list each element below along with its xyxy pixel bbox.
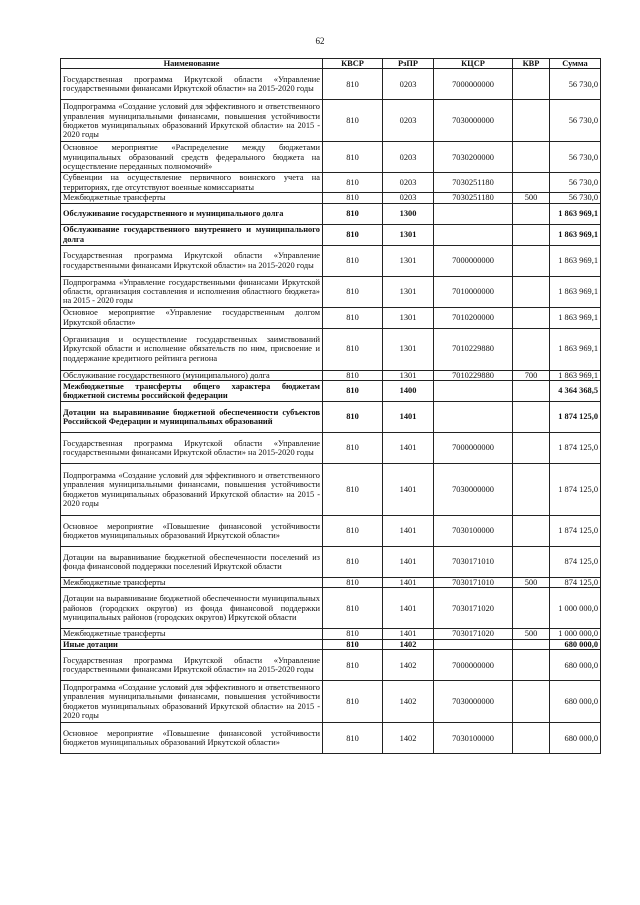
cell-kvsr: 810	[323, 69, 383, 100]
cell-sum: 56 730,0	[550, 69, 601, 100]
cell-sum: 56 730,0	[550, 100, 601, 142]
cell-kvr	[513, 516, 550, 547]
table-row	[61, 588, 601, 629]
cell-rzpr: 1401	[383, 578, 434, 588]
cell-kcsr	[434, 381, 513, 402]
table-row	[61, 370, 601, 380]
table-row	[61, 629, 601, 639]
cell-kcsr: 7030100000	[434, 516, 513, 547]
cell-kvsr: 810	[323, 629, 383, 639]
cell-kvsr: 810	[323, 203, 383, 224]
cell-name: Обслуживание государственного и муниципального долга	[61, 203, 323, 224]
cell-kcsr: 7000000000	[434, 650, 513, 681]
cell-sum: 680 000,0	[550, 681, 601, 723]
table-row	[61, 578, 601, 588]
cell-kcsr: 7000000000	[434, 433, 513, 464]
table-row	[61, 142, 601, 173]
cell-kvsr: 810	[323, 464, 383, 516]
cell-rzpr: 1301	[383, 328, 434, 370]
cell-rzpr: 1301	[383, 245, 434, 276]
cell-kcsr	[434, 224, 513, 245]
cell-kcsr: 7030251180	[434, 193, 513, 203]
cell-sum: 1 863 969,1	[550, 328, 601, 370]
header-kvsr: КВСР	[323, 59, 383, 69]
cell-rzpr: 1402	[383, 639, 434, 649]
cell-kcsr: 7010000000	[434, 276, 513, 307]
table-row	[61, 245, 601, 276]
cell-rzpr: 1401	[383, 433, 434, 464]
cell-kvr	[513, 276, 550, 307]
cell-sum: 1 863 969,1	[550, 224, 601, 245]
cell-kvr	[513, 547, 550, 578]
cell-rzpr: 1301	[383, 276, 434, 307]
cell-rzpr: 1402	[383, 723, 434, 754]
table-row	[61, 402, 601, 433]
cell-rzpr: 1301	[383, 224, 434, 245]
cell-kvr	[513, 245, 550, 276]
cell-sum: 874 125,0	[550, 578, 601, 588]
cell-kvr	[513, 681, 550, 723]
cell-name: Подпрограмма «Управление государственными финансами Иркутской области, организация составления и исполнения областного бюджета» на 2015 - 2020 годы	[61, 276, 323, 307]
table-header-row	[61, 59, 601, 69]
cell-kvr	[513, 381, 550, 402]
cell-name: Основное мероприятие «Распределение между бюджетами муниципальных образований средств федерального бюджета на осуществление переданных полномочий»	[61, 142, 323, 173]
cell-kcsr: 7030000000	[434, 464, 513, 516]
cell-sum: 1 863 969,1	[550, 276, 601, 307]
cell-kvr: 500	[513, 578, 550, 588]
cell-kvr	[513, 402, 550, 433]
cell-kvsr: 810	[323, 402, 383, 433]
cell-kcsr: 7030000000	[434, 681, 513, 723]
cell-rzpr: 1402	[383, 650, 434, 681]
cell-sum: 680 000,0	[550, 650, 601, 681]
cell-kcsr: 7010200000	[434, 307, 513, 328]
cell-kvsr: 810	[323, 307, 383, 328]
cell-kvr	[513, 173, 550, 193]
cell-kvsr: 810	[323, 224, 383, 245]
cell-kvsr: 810	[323, 328, 383, 370]
cell-sum: 874 125,0	[550, 547, 601, 578]
cell-name: Субвенции на осуществление первичного воинского учета на территориях, где отсутствуют военные комиссариаты	[61, 173, 323, 193]
cell-name: Дотации на выравнивание бюджетной обеспеченности поселений из фонда финансовой поддержки поселений Иркутской области	[61, 547, 323, 578]
cell-kvr: 500	[513, 193, 550, 203]
cell-kvr	[513, 639, 550, 649]
cell-rzpr: 0203	[383, 173, 434, 193]
table-row	[61, 464, 601, 516]
page-number: 62	[315, 36, 325, 46]
cell-kvr	[513, 142, 550, 173]
cell-rzpr: 1300	[383, 203, 434, 224]
cell-kvsr: 810	[323, 578, 383, 588]
cell-rzpr: 1400	[383, 381, 434, 402]
table-row	[61, 307, 601, 328]
cell-name: Организация и осуществление государственных заимствований Иркутской области и исполнение обязательств по ним, присвоение и поддержание кредитного рейтинга региона	[61, 328, 323, 370]
cell-kvsr: 810	[323, 173, 383, 193]
cell-kvsr: 810	[323, 547, 383, 578]
cell-kvr	[513, 328, 550, 370]
cell-kvsr: 810	[323, 245, 383, 276]
cell-kvsr: 810	[323, 650, 383, 681]
cell-rzpr: 1401	[383, 402, 434, 433]
cell-kvr	[513, 224, 550, 245]
cell-sum: 1 000 000,0	[550, 629, 601, 639]
cell-kvr	[513, 464, 550, 516]
cell-name: Иные дотации	[61, 639, 323, 649]
budget-table	[60, 58, 601, 754]
header-kvr: КВР	[513, 59, 550, 69]
table-row	[61, 723, 601, 754]
table-row	[61, 547, 601, 578]
cell-kvsr: 810	[323, 193, 383, 203]
cell-name: Подпрограмма «Создание условий для эффективного и ответственного управления муниципальными финансами, повышения устойчивости бюджетов муниципальных образований Иркутской области» на 2015 - 2020 годы	[61, 464, 323, 516]
cell-kcsr: 7030171010	[434, 578, 513, 588]
cell-sum: 56 730,0	[550, 142, 601, 173]
cell-kvsr: 810	[323, 142, 383, 173]
cell-name: Обслуживание государственного внутреннего и муниципального долга	[61, 224, 323, 245]
table-row	[61, 276, 601, 307]
header-rzpr: РзПР	[383, 59, 434, 69]
cell-sum: 1 874 125,0	[550, 516, 601, 547]
cell-rzpr: 1401	[383, 547, 434, 578]
cell-kvsr: 810	[323, 681, 383, 723]
table-row	[61, 193, 601, 203]
cell-kvr	[513, 588, 550, 629]
cell-rzpr: 1401	[383, 629, 434, 639]
cell-sum: 56 730,0	[550, 193, 601, 203]
cell-name: Государственная программа Иркутской области «Управление государственными финансами Иркутской области» на 2015-2020 годы	[61, 245, 323, 276]
cell-sum: 1 000 000,0	[550, 588, 601, 629]
cell-sum: 56 730,0	[550, 173, 601, 193]
cell-kcsr	[434, 203, 513, 224]
cell-kcsr	[434, 639, 513, 649]
cell-sum: 4 364 368,5	[550, 381, 601, 402]
table-row	[61, 516, 601, 547]
cell-kvsr: 810	[323, 516, 383, 547]
cell-kcsr: 7010229880	[434, 370, 513, 380]
cell-kvr	[513, 723, 550, 754]
cell-name: Государственная программа Иркутской области «Управление государственными финансами Иркутской области» на 2015-2020 годы	[61, 650, 323, 681]
cell-name: Межбюджетные трансферты	[61, 193, 323, 203]
cell-sum: 1 874 125,0	[550, 433, 601, 464]
cell-kvsr: 810	[323, 723, 383, 754]
cell-name: Государственная программа Иркутской области «Управление государственными финансами Иркутской области» на 2015-2020 годы	[61, 69, 323, 100]
header-sum: Сумма	[550, 59, 601, 69]
cell-kvsr: 810	[323, 370, 383, 380]
cell-kvsr: 810	[323, 433, 383, 464]
cell-kcsr: 7030100000	[434, 723, 513, 754]
cell-rzpr: 0203	[383, 142, 434, 173]
cell-kvsr: 810	[323, 276, 383, 307]
cell-kcsr: 7030200000	[434, 142, 513, 173]
cell-kcsr	[434, 402, 513, 433]
header-name: Наименование	[61, 59, 323, 69]
table-row	[61, 100, 601, 142]
cell-name: Основное мероприятие «Управление государственным долгом Иркутской области»	[61, 307, 323, 328]
cell-name: Дотации на выравнивание бюджетной обеспеченности муниципальных районов (городских округов) из фонда финансовой поддержки муниципальных районов (городских округов) Иркутской области	[61, 588, 323, 629]
cell-kvsr: 810	[323, 588, 383, 629]
table-row	[61, 203, 601, 224]
table-body	[61, 69, 601, 754]
cell-name: Межбюджетные трансферты	[61, 629, 323, 639]
cell-sum: 1 863 969,1	[550, 245, 601, 276]
cell-sum: 1 863 969,1	[550, 203, 601, 224]
cell-kcsr: 7030000000	[434, 100, 513, 142]
header-kcsr: КЦСР	[434, 59, 513, 69]
cell-kvr: 500	[513, 629, 550, 639]
cell-name: Основное мероприятие «Повышение финансовой устойчивости бюджетов муниципальных образований Иркутской области»	[61, 723, 323, 754]
cell-sum: 1 874 125,0	[550, 464, 601, 516]
cell-kvr	[513, 433, 550, 464]
cell-kcsr: 7030171010	[434, 547, 513, 578]
cell-rzpr: 1301	[383, 370, 434, 380]
cell-sum: 680 000,0	[550, 723, 601, 754]
table-row	[61, 328, 601, 370]
cell-kvsr: 810	[323, 639, 383, 649]
cell-name: Государственная программа Иркутской области «Управление государственными финансами Иркутской области» на 2015-2020 годы	[61, 433, 323, 464]
cell-kvsr: 810	[323, 100, 383, 142]
cell-rzpr: 0203	[383, 100, 434, 142]
cell-kvr	[513, 650, 550, 681]
table-row	[61, 681, 601, 723]
table-row	[61, 381, 601, 402]
cell-kvr	[513, 307, 550, 328]
cell-rzpr: 0203	[383, 193, 434, 203]
cell-rzpr: 1401	[383, 516, 434, 547]
cell-rzpr: 1401	[383, 464, 434, 516]
cell-sum: 1 863 969,1	[550, 370, 601, 380]
table-row	[61, 650, 601, 681]
table-row	[61, 69, 601, 100]
cell-name: Межбюджетные трансферты	[61, 578, 323, 588]
table-row	[61, 433, 601, 464]
cell-sum: 1 863 969,1	[550, 307, 601, 328]
cell-kvr	[513, 203, 550, 224]
cell-rzpr: 0203	[383, 69, 434, 100]
cell-kvsr: 810	[323, 381, 383, 402]
cell-kcsr: 7030171020	[434, 629, 513, 639]
cell-kcsr: 7030171020	[434, 588, 513, 629]
table-row	[61, 224, 601, 245]
cell-kcsr: 7000000000	[434, 69, 513, 100]
cell-name: Подпрограмма «Создание условий для эффективного и ответственного управления муниципальными финансами, повышения устойчивости бюджетов муниципальных образований Иркутской области» на 2015 - 2020 годы	[61, 681, 323, 723]
cell-kcsr: 7030251180	[434, 173, 513, 193]
cell-kvr: 700	[513, 370, 550, 380]
cell-name: Обслуживание государственного (муниципального) долга	[61, 370, 323, 380]
cell-name: Подпрограмма «Создание условий для эффективного и ответственного управления муниципальными финансами, повышения устойчивости бюджетов муниципальных образований Иркутской области» на 2015 - 2020 годы	[61, 100, 323, 142]
cell-name: Дотации на выравнивание бюджетной обеспеченности субъектов Российской Федерации и муниципальных образований	[61, 402, 323, 433]
cell-rzpr: 1402	[383, 681, 434, 723]
cell-kcsr: 7000000000	[434, 245, 513, 276]
cell-kcsr: 7010229880	[434, 328, 513, 370]
table-row	[61, 173, 601, 193]
cell-name: Межбюджетные трансферты общего характера бюджетам бюджетной системы российской федерации	[61, 381, 323, 402]
cell-sum: 680 000,0	[550, 639, 601, 649]
table-row	[61, 639, 601, 649]
cell-rzpr: 1401	[383, 588, 434, 629]
cell-kvr	[513, 100, 550, 142]
cell-sum: 1 874 125,0	[550, 402, 601, 433]
cell-name: Основное мероприятие «Повышение финансовой устойчивости бюджетов муниципальных образований Иркутской области»	[61, 516, 323, 547]
cell-rzpr: 1301	[383, 307, 434, 328]
cell-kvr	[513, 69, 550, 100]
